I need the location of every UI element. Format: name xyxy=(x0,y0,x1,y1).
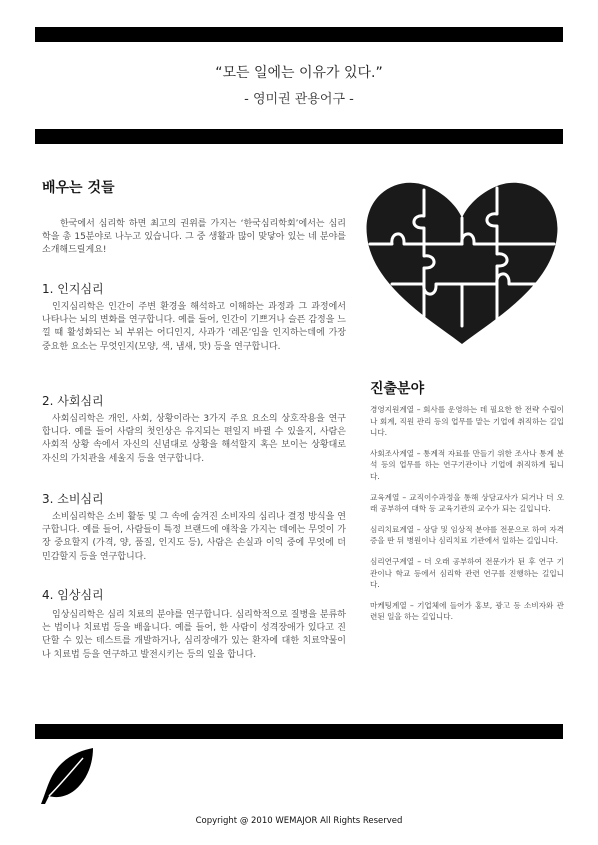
section-title-social: 2. 사회심리 xyxy=(42,394,104,408)
leaf-icon xyxy=(35,746,95,806)
quote-text: “모든 일에는 이유가 있다.” xyxy=(215,65,383,81)
copyright-text: Copyright @ 2010 WEMAJOR All Rights Reserved xyxy=(195,816,403,826)
career-item: 마케팅계열 – 기업체에 들어가 홍보, 광고 등 소비자와 관련된 일을 하는 길입니다. xyxy=(370,600,564,622)
learn-heading: 배우는 것들 xyxy=(42,180,115,196)
careers-list xyxy=(370,404,564,632)
section-body-cognitive: 인지심리학은 인간이 주변 환경을 해석하고 이해하는 과정과 그 과정에서 나타나는 뇌의 변화를 연구합니다. 예를 들어, 인간이 기쁘거나 슬픈 감정을 느낄 때 활성화되는 뇌 부위는 어디인지, 사과가 ‘레몬’임을 인지하는데에 가장 중요한 요소는 무엇인지(모양, 색, 냄새, 맛) 등을 연구합니다. xyxy=(42,302,346,352)
career-item: 심리치료계열 – 상담 및 임상적 분야를 전문으로 하여 자격증을 딴 뒤 병원이나 심리치료 기관에서 일하는 길입니다. xyxy=(370,524,564,546)
career-item: 사회조사계열 – 통계적 자료를 만들기 위한 조사나 통계 분석 등의 업무를 하는 연구기관이나 기업에 취직하게 됩니다. xyxy=(370,448,564,481)
section-title-clinical: 4. 임상심리 xyxy=(42,588,104,602)
section-body-social: 사회심리학은 개인, 사회, 상황이라는 3가지 주요 요소의 상호작용을 연구합니다. 예를 들어 사람의 첫인상은 유지되는 편일지 바뀔 수 있을지, 사람은 사회적 상황 속에서 자신의 신념대로 상황을 해석할지 혹은 보이는 상황대로 자신의 가치관을 세울지 등을 연구합니다. xyxy=(42,414,346,464)
career-item: 경영지원계열 – 회사를 운영하는 데 필요한 한 전략 수립이나 회계, 직원 관리 등의 업무를 맡는 기업에 취직하는 길입니다. xyxy=(370,405,564,438)
top-bar xyxy=(35,27,563,42)
career-item: 교육계열 – 교직이수과정을 통해 상담교사가 되거나 더 오래 공부하여 대학 등 교육기관의 교수가 되는 길입니다. xyxy=(370,492,564,514)
section-title-cognitive: 1. 인지심리 xyxy=(42,282,104,296)
section-body-clinical: 임상심리학은 심리 치료의 분야를 연구합니다. 심리학적으로 질병을 분류하는 법이나 치료법 등을 배웁니다. 예를 들어, 한 사람이 성격장애가 있다고 진단할 수 있는 테스트를 개발하거나, 심리장애가 있는 환자에 대한 치료약물이나 치료법 등을 연구하고 발전시키는 등의 일을 합니다. xyxy=(42,610,346,660)
quote-author: - 영미권 관용어구 - xyxy=(244,92,354,107)
learn-intro: 한국에서 심리학 하면 최고의 권위를 가지는 ‘한국심리학회’에서는 심리학을 총 15분야로 나누고 있습니다. 그 중 생활과 많이 맞닿아 있는 네 분야를 소개해드릴게요! xyxy=(42,219,346,256)
heart-puzzle-icon xyxy=(362,176,562,348)
header-divider-bar xyxy=(35,129,563,144)
section-title-consumer: 3. 소비심리 xyxy=(42,492,104,506)
career-item: 심리연구계열 – 더 오래 공부하여 전문가가 된 후 연구 기관이나 학교 등에서 심리학 관련 연구를 진행하는 길입니다. xyxy=(370,556,564,590)
section-body-consumer: 소비심리학은 소비 활동 및 그 속에 숨겨진 소비자의 심리나 결정 방식을 연구합니다. 예를 들어, 사람들이 특정 브랜드에 애착을 가지는 데에는 무엇이 가장 중요할지 (가격, 양, 품질, 인지도 등), 사람은 손실과 이익 중에 무엇에 더 민감할지 등을 연구합니다. xyxy=(42,512,346,562)
careers-heading: 진출분야 xyxy=(370,381,425,397)
footer-bar xyxy=(35,724,563,739)
